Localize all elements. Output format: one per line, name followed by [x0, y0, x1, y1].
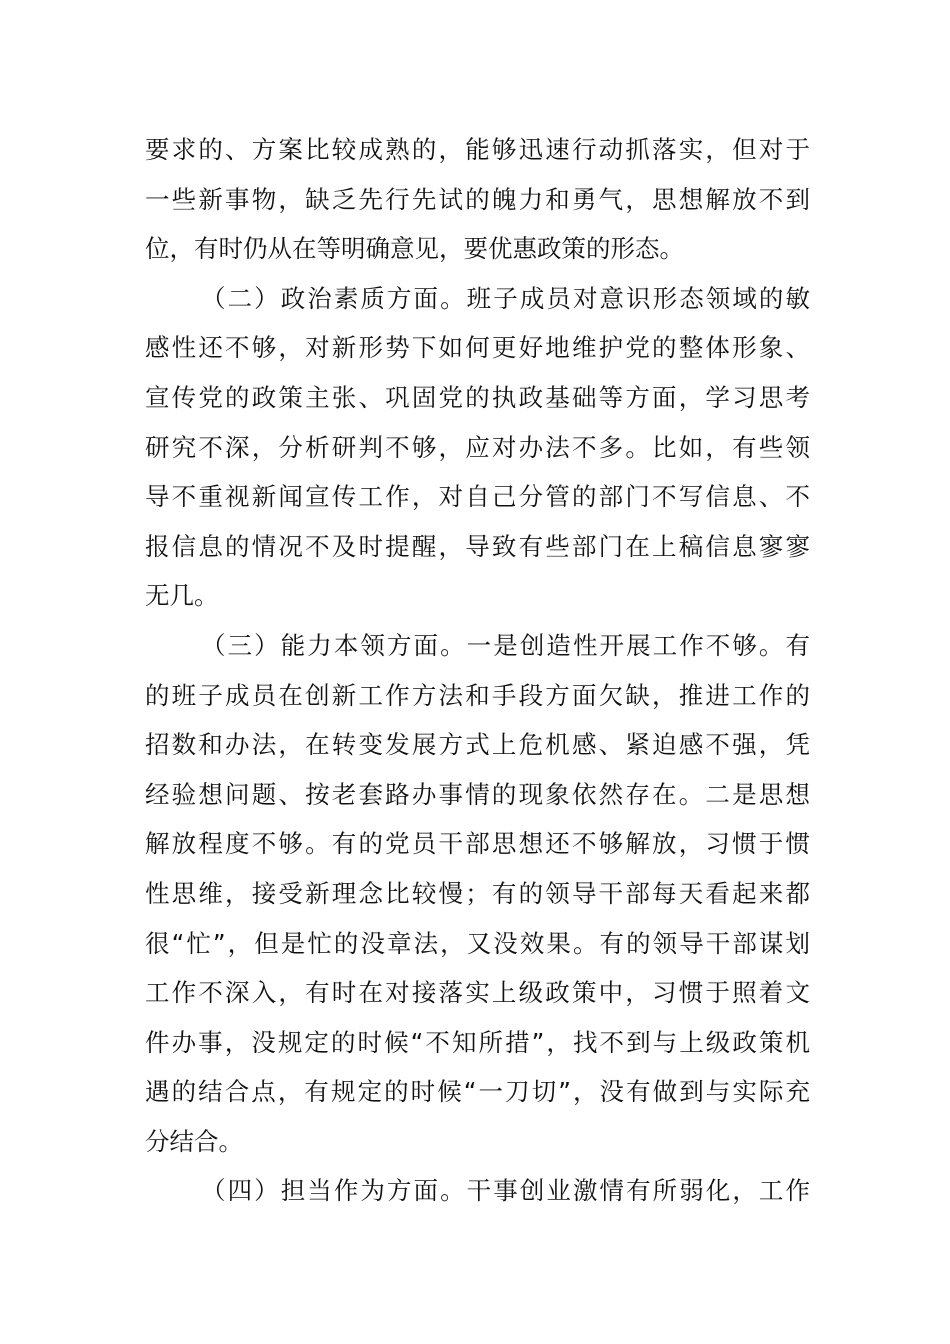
text-line: 要求的、方案比较成熟的，能够迅速行动抓落实，但对于 — [145, 135, 810, 164]
text-line: 件办事，没规定的时候“不知所措”，找不到与上级政策机 — [145, 1027, 810, 1057]
text-line: 导不重视新闻宣传工作，对自己分管的部门不写信息、不 — [145, 482, 810, 512]
paragraph-first-line: （三）能力本领方面。一是创造性开展工作不够。有 — [201, 630, 810, 660]
text-line: 感性还不够，对新形势下如何更好地维护党的整体形象、 — [145, 333, 810, 363]
body-text — [145, 125, 810, 1216]
text-line: 招数和办法，在转变发展方式上危机感、紧迫感不强，凭 — [145, 730, 810, 760]
text-line: 的班子成员在创新工作方法和手段方面欠缺，推进工作的 — [145, 680, 810, 710]
text-line: 解放程度不够。有的党员干部思想还不够解放，习惯于惯 — [145, 829, 810, 859]
text-line: 分结合。 — [145, 1126, 243, 1156]
text-line: 位，有时仍从在等明确意见，要优惠政策的形态。 — [145, 234, 684, 264]
text-line: 一些新事物，缺乏先行先试的魄力和勇气，思想解放不到 — [145, 184, 810, 214]
paragraph-first-line: （四）担当作为方面。干事创业激情有所弱化，工作 — [201, 1176, 810, 1206]
paragraph-first-line: （二）政治素质方面。班子成员对意识形态领域的敏 — [201, 283, 810, 313]
text-line: 性思维，接受新理念比较慢；有的领导干部每天看起来都 — [145, 878, 810, 908]
text-line: 很“忙”，但是忙的没章法，又没效果。有的领导干部谋划 — [145, 928, 810, 958]
text-line: 研究不深，分析研判不够，应对办法不多。比如，有些领 — [145, 432, 810, 462]
text-line: 工作不深入，有时在对接落实上级政策中，习惯于照着文 — [145, 978, 810, 1008]
text-line: 宣传党的政策主张、巩固党的执政基础等方面，学习思考 — [145, 382, 810, 412]
text-line: 经验想问题、按老套路办事情的现象依然存在。二是思想 — [145, 779, 810, 809]
text-line: 报信息的情况不及时提醒，导致有些部门在上稿信息寥寥 — [145, 531, 810, 561]
text-line: 遇的结合点，有规定的时候“一刀切”，没有做到与实际充 — [145, 1077, 810, 1107]
text-line: 无几。 — [145, 581, 219, 611]
